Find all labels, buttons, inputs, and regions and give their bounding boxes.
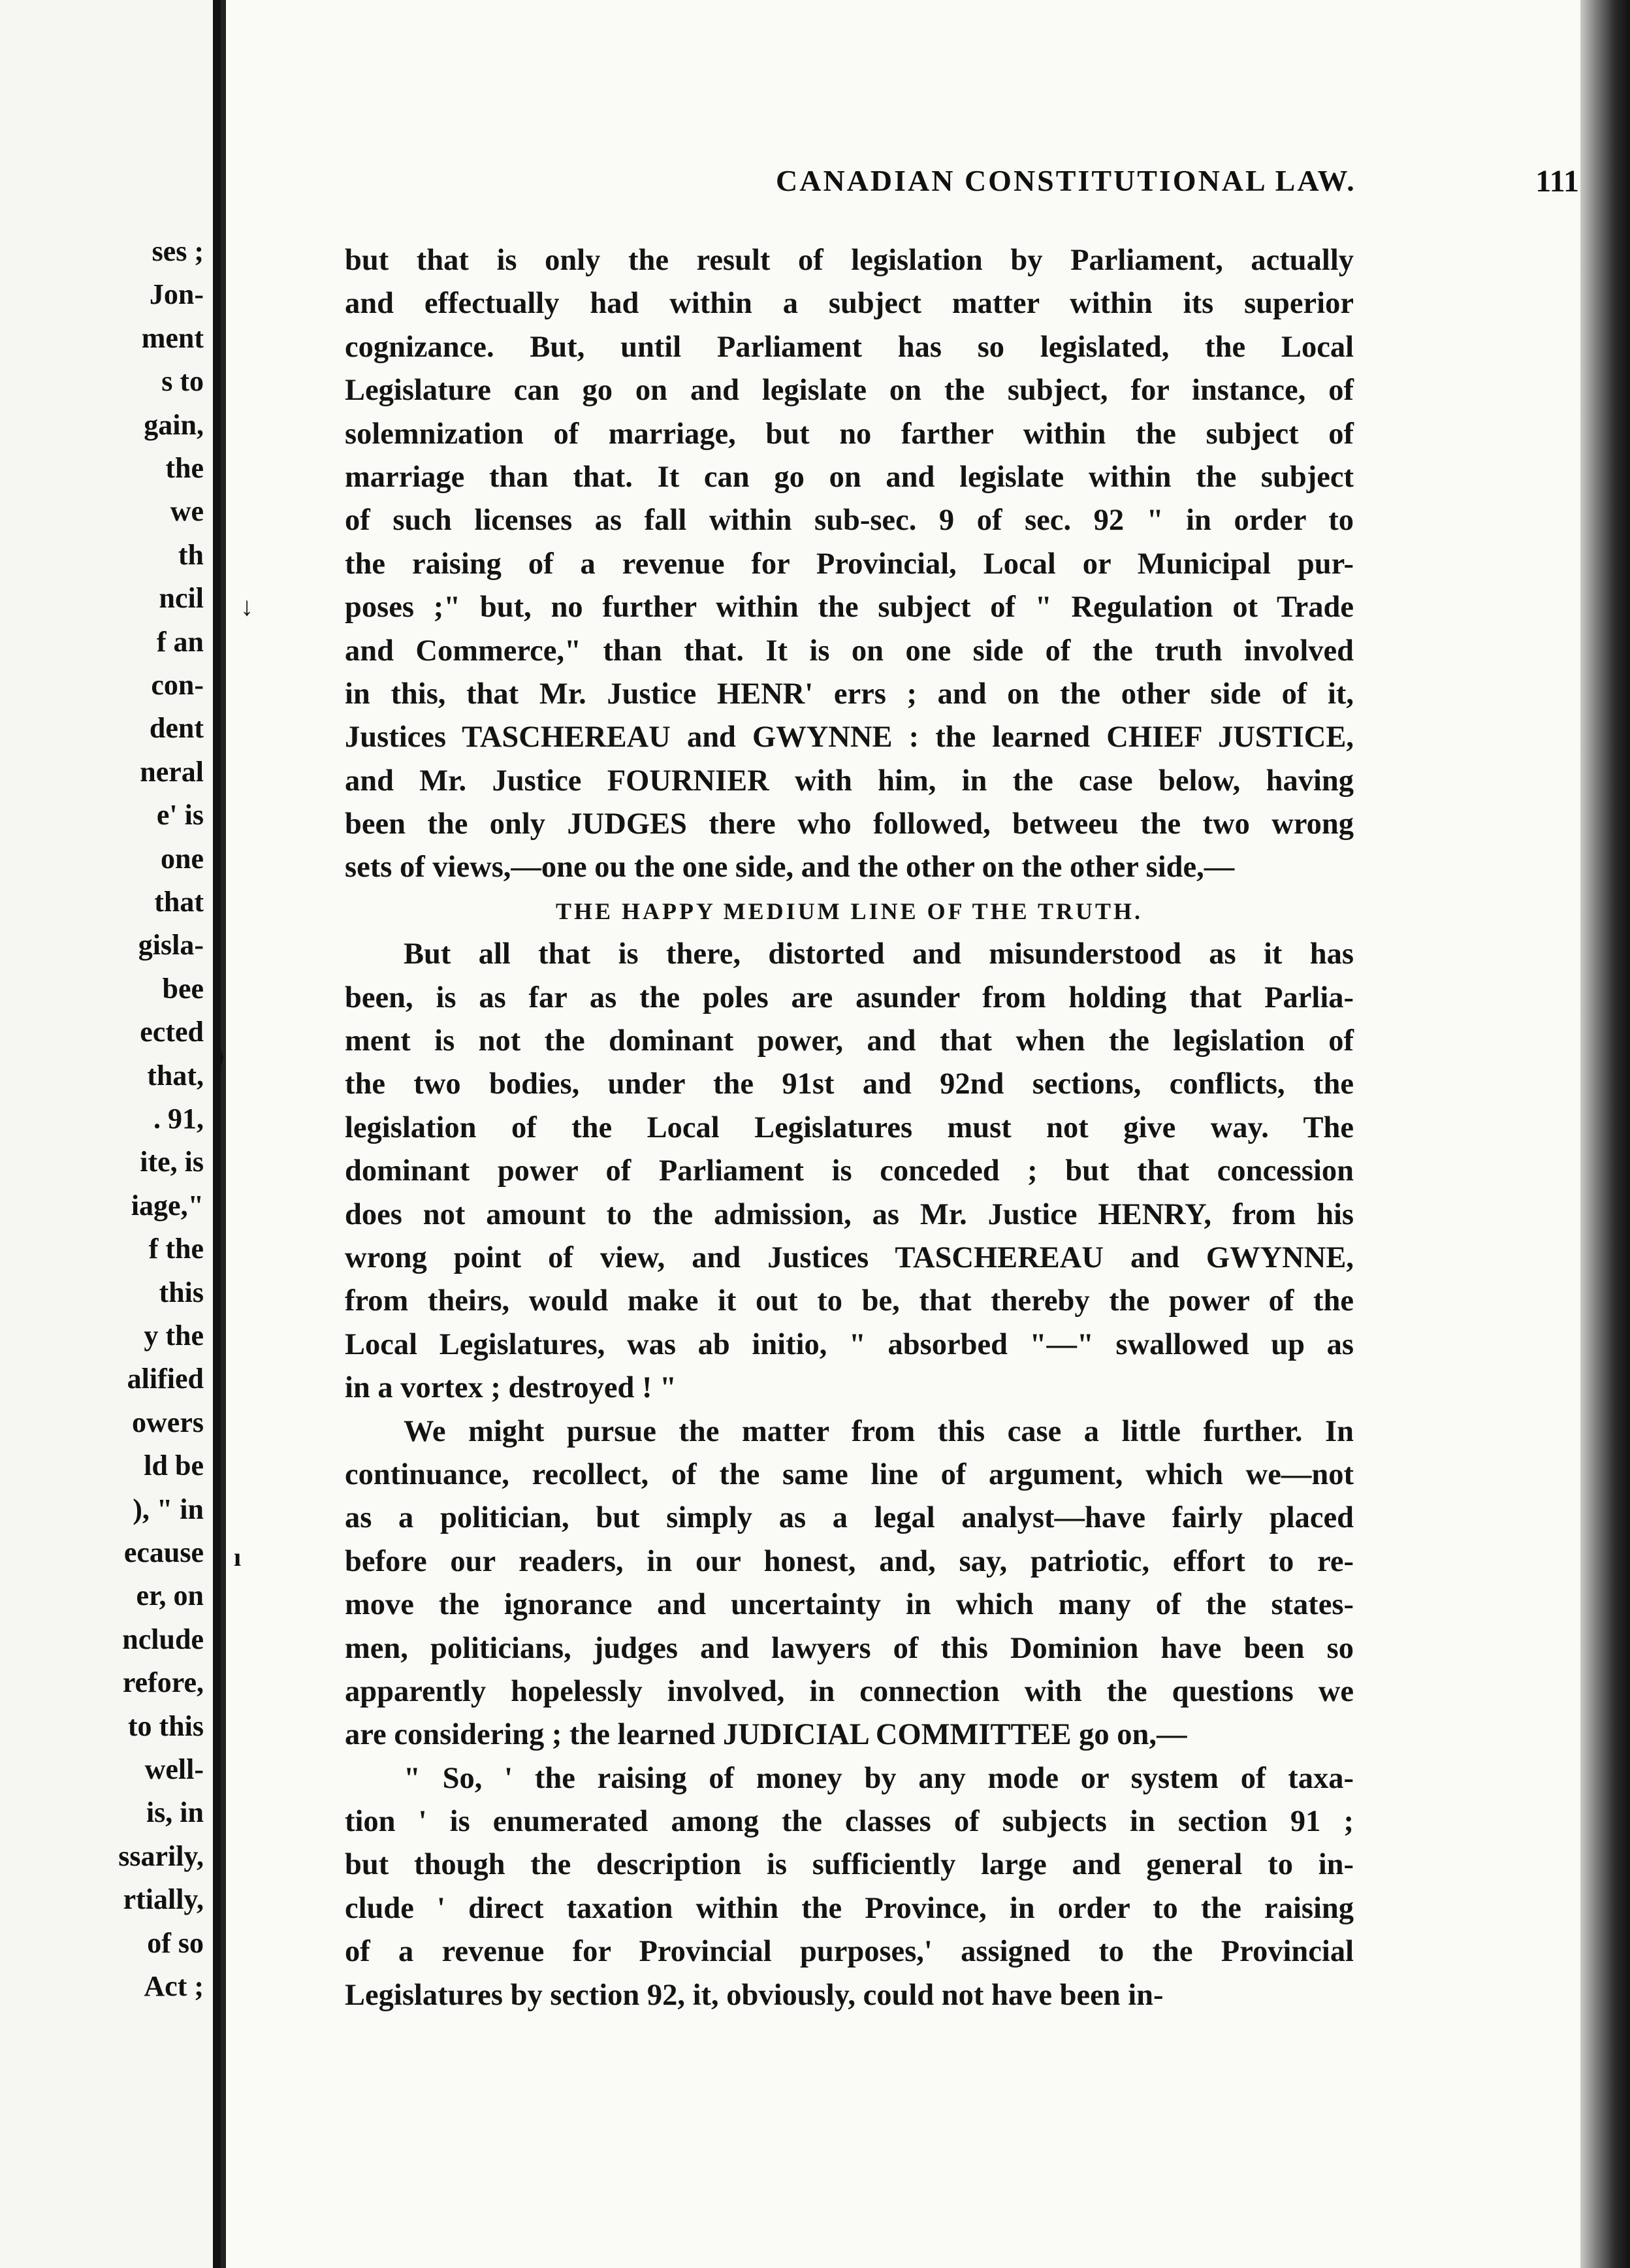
text-line: does not amount to the admission, as Mr. Justice HENRY, from his [345,1197,1354,1231]
text-line: the raising of a revenue for Provincial, Local or Municipal pur- [345,547,1354,581]
left-page-line: f an [156,625,204,658]
text-line: continuance, recollect, of the same line of argument, which we—not [345,1457,1354,1491]
left-page-line: ite, is [140,1146,204,1178]
text-line: " So, ' the raising of money by any mode or system of taxa- [404,1761,1354,1795]
text-line: Justices TASCHEREAU and GWYNNE : the learned CHIEF JUSTICE, [345,721,1354,754]
text-line: and effectually had within a subject matter within its superior [345,287,1354,321]
text-line: of a revenue for Provincial purposes,' assigned to the Provincial [345,1935,1354,1969]
left-page-line: that [154,886,204,918]
left-page-line: . 91, [153,1103,204,1135]
left-page-line: Jon- [149,278,204,311]
left-page-line: gisla- [138,929,204,962]
left-page-fragment [0,0,216,2268]
text-line: dominant power of Parliament is conceded ; but that concession [345,1154,1354,1188]
text-line: the two bodies, under the 91st and 92nd sections, conflicts, the [345,1067,1354,1101]
left-page-line: ld be [144,1450,204,1482]
section-heading: THE HAPPY MEDIUM LINE OF THE TRUTH. [555,898,1143,924]
text-line: We might pursue the matter from this case a little further. In [404,1414,1354,1448]
left-page-line: refore, [122,1666,204,1699]
text-line: poses ;" but, no further within the subject of " Regulation ot Trade [345,591,1354,624]
left-page-line: well- [144,1753,204,1785]
left-page-line: of so [147,1926,204,1959]
left-page-line: er, on [136,1580,204,1612]
text-line: been the only JUDGES there who followed, betweeu the two wrong [345,807,1354,841]
left-page-line: y the [144,1320,204,1352]
text-line: and Mr. Justice FOURNIER with him, in the case below, having [345,764,1354,798]
left-page-line: e' is [156,799,204,832]
text-line: cognizance. But, until Parliament has so legislated, the Local [345,330,1354,364]
text-line: apparently hopelessly involved, in connection with the questions we [345,1674,1354,1708]
running-head: CANADIAN CONSTITUTIONAL LAW. [776,164,1356,197]
text-line: before our readers, in our honest, and, say, patriotic, effort to re- [345,1544,1354,1578]
text-line: in this, that Mr. Justice HENR' errs ; and on the other side of it, [345,677,1354,711]
left-page-line: rtially, [123,1883,204,1916]
text-line: from theirs, would make it out to be, that thereby the power of the [345,1284,1354,1318]
text-line: are considering ; the learned JUDICIAL COMMITTEE go on,— [345,1718,1187,1752]
left-page-line: alified [127,1363,204,1395]
page-header [521,163,1579,209]
text-line: marriage than that. It can go on and legislate within the subject [345,460,1354,494]
text-line: Local Legislatures, was ab initio, " absorbed "—" swallowed up as [345,1327,1354,1361]
left-page-line: ment [141,321,204,354]
text-line: ment is not the dominant power, and that when the legislation of [345,1024,1354,1058]
left-page-line: f the [148,1233,204,1265]
left-page-line: ncil [159,582,204,615]
left-page-line: we [170,495,204,528]
text-line: and Commerce," than that. It is on one side of the truth involved [345,634,1354,668]
text-line: sets of views,—one ou the one side, and the other on the other side,— [345,850,1235,884]
left-page-line: ected [140,1016,204,1048]
left-page-line: the [165,452,204,484]
text-line: but that is only the result of legislation by Parliament, actually [345,244,1354,277]
text-line: tion ' is enumerated among the classes of subjects in section 91 ; [345,1805,1354,1839]
text-line: in a vortex ; destroyed ! " [345,1371,677,1405]
text-line: Legislatures by section 92, it, obviously, could not have been in- [345,1978,1164,2012]
left-page-line: ssarily, [118,1839,204,1872]
text-line: been, is as far as the poles are asunder from holding that Parlia- [345,980,1354,1014]
text-line: move the ignorance and uncertainty in which many of the states- [345,1588,1354,1622]
text-line: as a politician, but simply as a legal analyst—have fairly placed [345,1501,1354,1535]
left-page-line: th [178,538,204,571]
left-page-line: that, [147,1059,204,1092]
left-page-line: ses ; [152,235,204,267]
book-gutter [213,0,221,2268]
text-line: of such licenses as fall within sub-sec. 9 of sec. 92 " in order to [345,504,1354,538]
left-page-line: con- [151,669,204,701]
page-edge-rule [221,0,226,2268]
text-line: Legislature can go on and legislate on the subject, for instance, of [345,374,1354,408]
text-line: solemnization of marriage, but no farther within the subject of [345,417,1354,451]
text-line: wrong point of view, and Justices TASCHEREAU and GWYNNE, [345,1240,1354,1274]
text-line: clude ' direct taxation within the Province, in order to the raising [345,1891,1354,1925]
margin-mark: ↓ [240,592,253,621]
margin-mark: ⟩ [214,1043,227,1072]
left-page-line: bee [162,972,204,1005]
left-page-line: dent [149,712,204,745]
left-page-line: iage," [131,1189,204,1222]
left-page-line: is, in [146,1796,204,1829]
left-page-line: this [159,1276,204,1308]
left-page-line: to this [127,1709,204,1742]
left-page-line: Act ; [144,1970,204,2002]
margin-mark: ı [234,1542,242,1572]
text-line: men, politicians, judges and lawyers of this Dominion have been so [345,1631,1354,1665]
left-page-line: owers [132,1406,204,1438]
left-page-line: s to [161,365,204,398]
page-edge-shadow [1580,0,1630,2268]
page-number: 111 [1535,164,1579,199]
text-line: but though the description is sufficiently large and general to in- [345,1848,1354,1882]
text-line: legislation of the Local Legislatures must not give way. The [345,1110,1354,1144]
left-page-line: ecause [123,1536,204,1568]
text-line: But all that is there, distorted and misunderstood as it has [404,937,1354,971]
left-page-line: gain, [144,408,204,441]
main-page [214,0,1580,2268]
left-page-line: ), " in [133,1493,204,1525]
left-page-line: nclude [122,1623,204,1655]
left-page-line: neral [140,755,204,788]
left-page-line: one [161,842,204,875]
body-text [345,239,1354,2017]
